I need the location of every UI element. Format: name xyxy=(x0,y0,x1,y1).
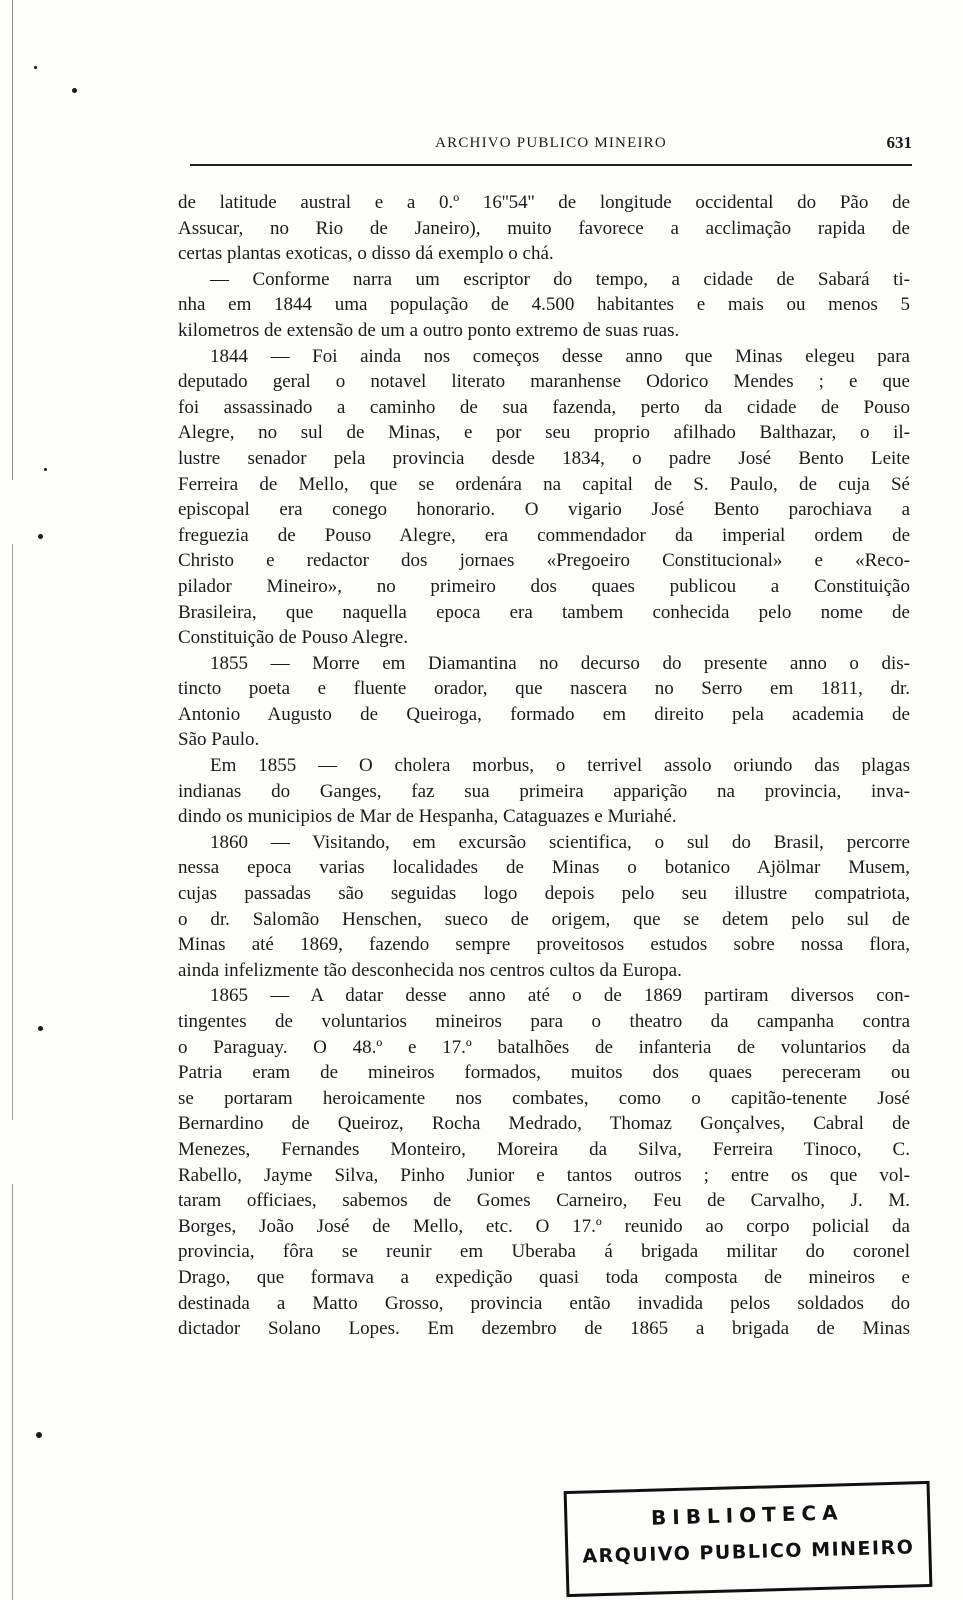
text-line: Minas até 1869, fazendo sempre proveitosos estudos sobre nossa flora, xyxy=(178,934,910,956)
text-line: Patria eram de mineiros formados, muitos dos quaes pereceram ou xyxy=(178,1062,910,1084)
text-line: episcopal era conego honorario. O vigario José Bento parochiava a xyxy=(178,499,910,521)
text-line: nessa epoca varias localidades de Minas o botanico Ajölmar Musem, xyxy=(178,857,910,879)
ink-speck xyxy=(44,468,47,471)
stamp-line-2: ARQUIVO PUBLICO MINEIRO xyxy=(582,1536,915,1568)
text-line: Constituição de Pouso Alegre. xyxy=(178,627,409,649)
text-line: foi assassinado a caminho de sua fazenda, perto da cidade de Pouso xyxy=(178,396,910,418)
text-line: indianas do Ganges, faz sua primeira apparição na provincia, inva- xyxy=(178,780,910,802)
text-line: taram officiaes, sabemos de Gomes Carneiro, Feu de Carvalho, J. M. xyxy=(178,1190,910,1212)
text-line: Menezes, Fernandes Monteiro, Moreira da Silva, Ferreira Tinoco, C. xyxy=(178,1138,910,1160)
text-line: freguezia de Pouso Alegre, era commendador da imperial ordem de xyxy=(178,524,910,546)
text-line: Rabello, Jayme Silva, Pinho Junior e tantos outros ; entre os que vol- xyxy=(178,1164,910,1186)
text-line: provincia, fôra se reunir em Uberaba á brigada militar do coronel xyxy=(178,1241,910,1263)
body-text xyxy=(178,190,910,1342)
text-line: Bernardino de Queiroz, Rocha Medrado, Thomaz Gonçalves, Cabral de xyxy=(178,1113,910,1135)
ink-speck xyxy=(38,1026,43,1031)
text-line: kilometros de extensão de um a outro ponto extremo de suas ruas. xyxy=(178,319,680,341)
page-number: 631 xyxy=(886,133,912,152)
ink-speck xyxy=(36,1432,42,1438)
running-header xyxy=(190,135,912,161)
text-line: certas plantas exoticas, o disso dá exemplo o chá. xyxy=(178,243,554,265)
text-line: tingentes de voluntarios mineiros para o theatro da campanha contra xyxy=(178,1011,910,1032)
text-line: pilador Mineiro», no primeiro dos quaes publicou a Constituição xyxy=(178,575,910,597)
text-line: 1855 — Morre em Diamantina no decurso do presente anno o dis- xyxy=(210,652,910,674)
header-title: ARCHIVO PUBLICO MINEIRO xyxy=(435,135,667,151)
text-line: se portaram heroicamente nos combates, como o capitão-tenente José xyxy=(178,1087,910,1109)
text-line: São Paulo. xyxy=(178,729,260,751)
text-line: Borges, João José de Mello, etc. O 17.º reunido ao corpo policial da xyxy=(178,1215,910,1237)
ink-speck xyxy=(34,66,37,69)
text-line: Alegre, no sul de Minas, e por seu proprio afilhado Balthazar, o il- xyxy=(178,422,910,444)
text-line: — Conforme narra um escriptor do tempo, a cidade de Sabará ti- xyxy=(210,268,910,290)
text-line: Antonio Augusto de Queiroga, formado em direito pela academia de xyxy=(178,703,910,725)
header-rule xyxy=(190,164,912,166)
text-line: 1860 — Visitando, em excursão scientifica, o sul do Brasil, percorre xyxy=(210,831,910,853)
text-line: Ferreira de Mello, que se ordenára na capital de S. Paulo, de cuja Sé xyxy=(178,473,910,495)
text-line: destinada a Matto Grosso, provincia então invadida pelos soldados do xyxy=(178,1292,910,1314)
binding-edge-line xyxy=(12,0,13,1600)
ink-speck xyxy=(72,88,77,93)
text-line: 1865 — A datar desse anno até o de 1869 partiram diversos con- xyxy=(210,985,910,1007)
text-line: o dr. Salomão Henschen, sueco de origem, que se detem pelo sul de xyxy=(178,908,910,930)
text-line: Christo e redactor dos jornaes «Pregoeiro Constitucional» e «Reco- xyxy=(178,550,910,572)
ink-speck xyxy=(38,534,43,539)
text-line: ainda infelizmente tão desconhecida nos centros cultos da Europa. xyxy=(178,959,682,981)
text-line: dindo os municipios de Mar de Hespanha, Cataguazes e Muriahé. xyxy=(178,806,677,828)
text-line: tincto poeta e fluente orador, que nascera no Serro em 1811, dr. xyxy=(178,678,910,700)
text-line: nha em 1844 uma população de 4.500 habitantes e mais ou menos 5 xyxy=(178,294,910,316)
stamp-line-1: BIBLIOTECA xyxy=(650,1500,844,1530)
text-line: Drago, que formava a expedição quasi toda composta de mineiros e xyxy=(178,1266,910,1288)
text-line: Assucar, no Rio de Janeiro), muito favorece a acclimação rapida de xyxy=(178,217,910,239)
text-line: lustre senador pela provincia desde 1834, o padre José Bento Leite xyxy=(178,447,910,469)
text-line: cujas passadas são seguidas logo depois pelo seu illustre compatriota, xyxy=(178,883,910,905)
text-line: deputado geral o notavel literato maranhense Odorico Mendes ; e que xyxy=(178,371,910,393)
text-line: dictador Solano Lopes. Em dezembro de 1865 a brigada de Minas xyxy=(178,1318,910,1340)
text-line: Brasileira, que naquella epoca era tambem conhecida pelo nome de xyxy=(178,601,910,623)
text-line: Em 1855 — O cholera morbus, o terrivel assolo oriundo das plagas xyxy=(210,755,910,777)
text-line: de latitude austral e a 0.º 16''54'' de longitude occidental do Pão de xyxy=(178,192,910,213)
text-line: 1844 — Foi ainda nos começos desse anno que Minas elegeu para xyxy=(210,345,910,367)
text-line: o Paraguay. O 48.º e 17.º batalhões de infanteria de voluntarios da xyxy=(178,1036,910,1058)
library-stamp xyxy=(564,1481,933,1597)
